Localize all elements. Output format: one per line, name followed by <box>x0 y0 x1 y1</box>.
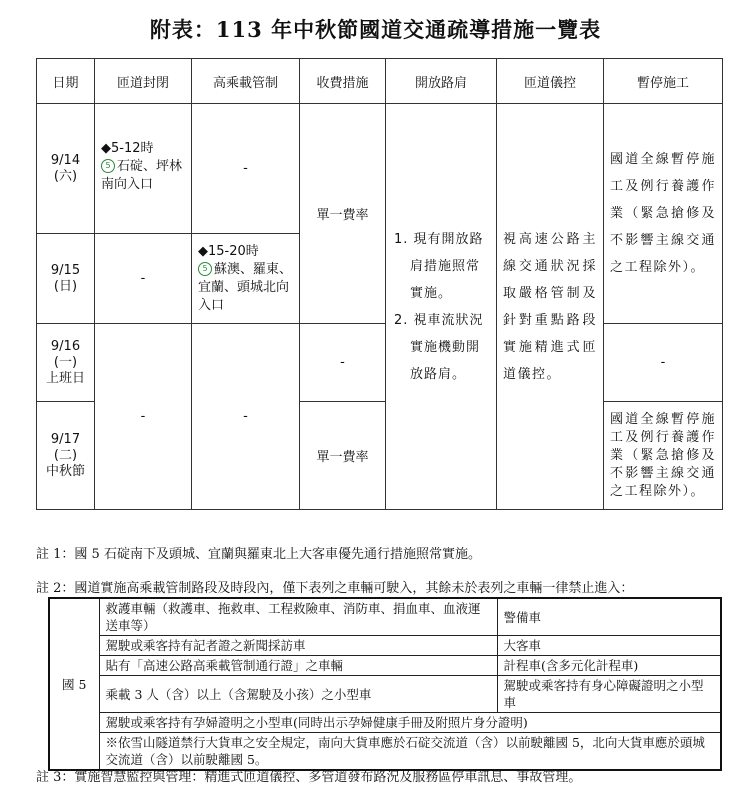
construction-cell <box>604 104 723 324</box>
vehicle-right: 警備車 <box>497 598 721 636</box>
vehicle-right: 駕駛或乘客持有身心障礙證明之小型車 <box>497 676 721 713</box>
date-text: 9/15 <box>50 262 81 278</box>
ramp-closure-cell <box>95 104 192 234</box>
table-row <box>49 713 721 733</box>
date-cell <box>37 104 95 234</box>
date-cell <box>37 402 95 510</box>
table-row <box>37 104 723 234</box>
hov-cell: - <box>192 104 300 234</box>
day-note: 中秋節 <box>45 463 85 479</box>
permitted-vehicles-table <box>48 597 722 771</box>
date-text: 9/16 <box>50 338 81 354</box>
vehicle-left: 乘載 3 人（含）以上（含駕駛及小孩）之小型車 <box>99 676 497 713</box>
table-header-row <box>37 59 723 104</box>
construction-text: 國道全線暫停施工及例行養護作業（緊急搶修及不影響主線交通之工程除外）。 <box>610 152 716 275</box>
shoulder-item: 1. 現有開放路肩措施照常實施。 <box>394 231 484 301</box>
date-text: 9/14 <box>50 152 81 168</box>
route-label: 國 5 <box>49 598 99 770</box>
ramp-metering-text: 視高速公路主線交通狀況採取嚴格管制及針對重點路段實施精進式匝道儀控。 <box>503 231 597 382</box>
note-2: 註 2：國道實施高乘載管制路段及時段內，僅下表列之車輛可駛入，其餘未於表列之車輛一律禁止進入： <box>36 581 634 596</box>
header-toll-measures: 收費措施 <box>300 59 386 104</box>
ramp-list: 蘇澳、羅東、宜蘭、頭城北向入口 <box>198 261 293 313</box>
vehicle-left: 救護車輛（救護車、拖救車、工程救險車、消防車、捐血車、血液運送車等） <box>99 598 497 636</box>
ramp-metering-cell <box>497 104 604 510</box>
vehicle-left: 駕駛或乘客持有記者證之新聞採訪車 <box>99 636 497 656</box>
time-range: ◆5-12時 <box>101 140 154 156</box>
ramp-closure-cell: - <box>95 234 192 324</box>
shoulder-item: 2. 視車流狀況實施機動開放路肩。 <box>394 312 484 382</box>
table-row <box>37 324 723 402</box>
vehicle-right: 計程車(含多元化計程車) <box>497 656 721 676</box>
toll-cell: 單一費率 <box>300 104 386 324</box>
header-hov-control: 高乘載管制 <box>192 59 300 104</box>
ramp-closure-cell: - <box>95 324 192 510</box>
date-text: 9/17 <box>50 431 81 447</box>
construction-cell: - <box>604 324 723 402</box>
table-row <box>49 598 721 636</box>
freeway-5-icon: 5 <box>198 262 212 276</box>
page-title: 附表：113 年中秋節國道交通疏導措施一覽表 <box>149 17 602 42</box>
vehicle-full-row: ※依雪山隧道禁行大貨車之安全規定，南向大貨車應於石碇交流道（含）以前駛離國 5，北向大貨車應於頭城交流道（含）以前駛離國 5。 <box>99 733 721 771</box>
measures-table <box>36 58 723 510</box>
time-range: ◆15-20時 <box>198 243 259 259</box>
toll-cell: 單一費率 <box>300 402 386 510</box>
weekday-text: (六) <box>53 168 78 184</box>
table-row <box>49 733 721 771</box>
day-note: 上班日 <box>45 370 85 386</box>
header-ramp-metering: 匝道儀控 <box>497 59 604 104</box>
construction-text: 國道全線暫停施工及例行養護作業（緊急搶修及不影響主線交通之工程除外）。 <box>610 411 716 499</box>
weekday-text: (一) <box>53 354 78 370</box>
vehicle-left: 貼有「高速公路高乘載管制通行證」之車輛 <box>99 656 497 676</box>
shoulder-cell <box>386 104 497 510</box>
hov-cell: - <box>192 324 300 510</box>
weekday-text: (日) <box>53 278 78 294</box>
table-row <box>49 656 721 676</box>
toll-cell: - <box>300 324 386 402</box>
header-suspend-construction: 暫停施工 <box>604 59 723 104</box>
weekday-text: (二) <box>53 447 78 463</box>
note-1: 註 1：國 5 石碇南下及頭城、宜蘭與羅東北上大客車優先通行措施照常實施。 <box>36 547 481 562</box>
hov-cell <box>192 234 300 324</box>
note-3: 註 3：實施智慧監控與管理：精進式匝道儀控、多管道發布路況及服務區停車訊息、事故管理。 <box>36 770 582 785</box>
date-cell <box>37 324 95 402</box>
date-cell <box>37 234 95 324</box>
table-row <box>49 636 721 656</box>
header-shoulder-open: 開放路肩 <box>386 59 497 104</box>
table-row <box>49 676 721 713</box>
ramp-list: 石碇、坪林南向入口 <box>101 158 183 192</box>
vehicle-right: 大客車 <box>497 636 721 656</box>
construction-cell <box>604 402 723 510</box>
vehicle-full-row: 駕駛或乘客持有孕婦證明之小型車(同時出示孕婦健康手冊及附照片身分證明) <box>99 713 721 733</box>
freeway-5-icon: 5 <box>101 159 115 173</box>
header-ramp-closure: 匝道封閉 <box>95 59 192 104</box>
header-date: 日期 <box>37 59 95 104</box>
